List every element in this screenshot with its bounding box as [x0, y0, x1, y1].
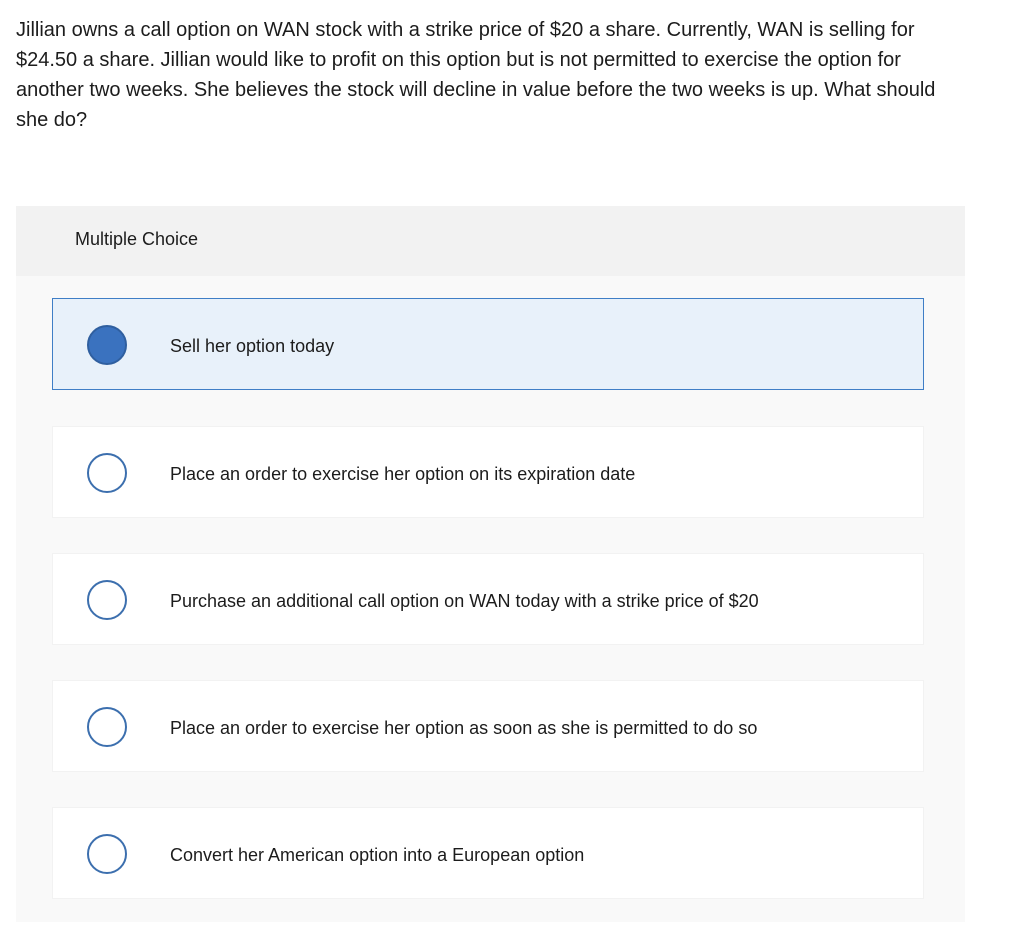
choice-option-5[interactable]: [52, 807, 924, 899]
choice-option-4[interactable]: [52, 680, 924, 772]
panel-title: Multiple Choice: [75, 229, 199, 249]
radio-button[interactable]: [87, 580, 127, 620]
choice-option-3[interactable]: [52, 553, 924, 645]
choice-label: Convert her American option into a European option: [170, 845, 585, 865]
choice-label: Place an order to exercise her option as soon as she is permitted to do so: [170, 718, 758, 738]
choice-label: Sell her option today: [170, 336, 335, 356]
radio-button[interactable]: [87, 453, 127, 493]
choice-option-2[interactable]: [52, 426, 924, 518]
choice-option-1[interactable]: [52, 298, 924, 390]
radio-button[interactable]: [87, 707, 127, 747]
multiple-choice-panel: [16, 206, 965, 922]
radio-button[interactable]: [87, 834, 127, 874]
radio-button-selected[interactable]: [87, 325, 127, 365]
choice-label: Place an order to exercise her option on its expiration date: [170, 464, 636, 484]
question-text: Jillian owns a call option on WAN stock with a strike price of $20 a share. Currently, WAN is selling for $24.50 a share. Jillian would like to profit on this option but is not permitted to exercise the option for another two weeks. She believes the stock will decline in value before the two weeks is up. What should she do?: [16, 19, 936, 131]
choice-label: Purchase an additional call option on WAN today with a strike price of $20: [170, 591, 759, 611]
panel-header: [16, 206, 965, 276]
